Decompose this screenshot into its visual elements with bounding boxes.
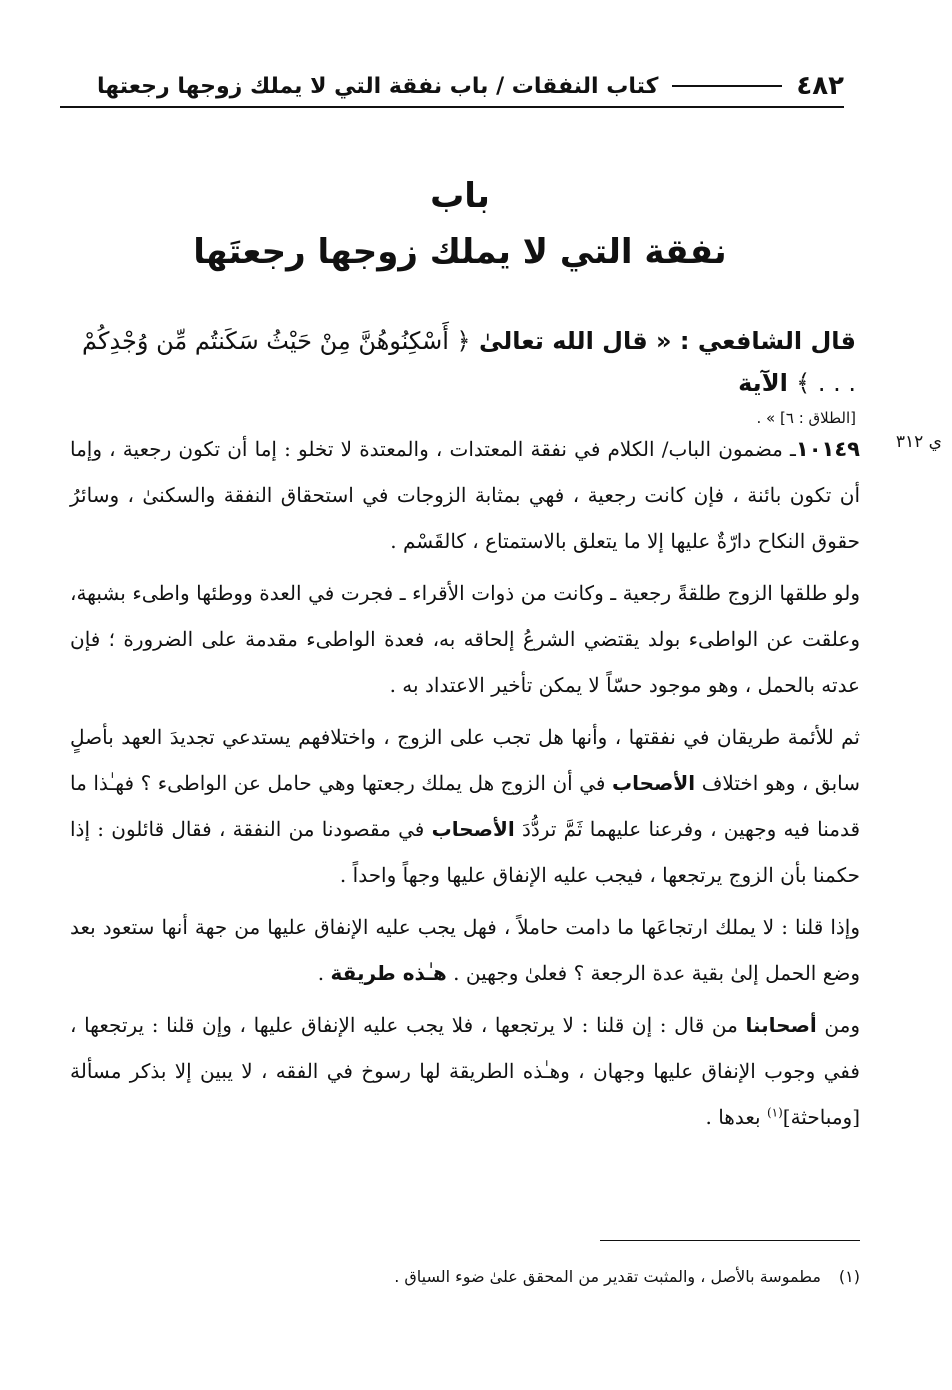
paragraph-3 [70, 714, 860, 898]
bold-term: الأصحاب [612, 771, 696, 795]
verse-reference: [الطلاق : ٦] » . [756, 409, 856, 427]
shafii-quote [70, 320, 856, 432]
paragraph-2 [70, 570, 860, 708]
paragraph-number: ١٠١٤٩ [795, 437, 860, 461]
chapter-heading [60, 168, 860, 280]
quote-intro: قال الشافعي : « قال الله تعالىٰ [478, 327, 856, 355]
paragraph-text: ـ مضمون الباب/ الكلام في نفقة المعتدات ، والمعتدة لا تخلو : إما أن تكون رجعية ، وإما أن تكون بائنة ، فإن كانت رجعية ، فهي بمثابة الزوجات في استحقاق النفقة والسكنىٰ ، وسائرُ حقوق النكاح دارّةٌ عليها إلا ما يتعلق بالاستمتاع ، كالقَسْم . [70, 437, 860, 553]
paragraph-text: ومن [824, 1013, 861, 1037]
paragraph-text: في أن الزوج هل يملك رجعتها وهي حامل عن الواطىء ؟ فهـٰذا ما قدمنا فيه وجهين ، وفرعنا عليهما ثَمَّ تردُّدَ [70, 771, 861, 841]
bold-term: أصحابنا [745, 1013, 817, 1037]
paragraph-text: بعدها . [705, 1105, 761, 1129]
bold-term: الأصحاب [431, 817, 515, 841]
paragraph-text: ثم للأئمة طريقان في نفقتها ، وأنها هل تجب على الزوج ، واختلافهم يستدعي تجديدَ العهد بأصلٍ سابق ، وهو اختلاف [70, 725, 861, 795]
bold-term: هـٰذه طريقة [330, 961, 447, 985]
footnote-text: مطموسة بالأصل ، والمثبت تقدير من المحقق علىٰ ضوء السياق . [394, 1267, 821, 1286]
paragraph-1 [70, 426, 860, 564]
paragraph-4 [70, 904, 860, 996]
chapter-word: باب [430, 176, 490, 216]
footnote [70, 1262, 860, 1292]
manuscript-margin-note: ي ٣١٢ [895, 432, 942, 452]
footnote-rule [600, 1240, 860, 1241]
body-text [70, 426, 860, 1146]
footnote-mark: (١) [838, 1267, 860, 1286]
paragraph-text: في مقصودنا من النفقة ، فقال قائلون : إذا حكمنا بأن الزوج يرتجعها ، فيجب عليه الإنفاق عليها وجهاً واحداً . [70, 817, 860, 887]
header-rule [672, 85, 782, 87]
paragraph-text: وإذا قلنا : لا يملك ارتجاعَها ما دامت حاملاً ، فهل يجب عليه الإنفاق عليها من جهة أنها ستعود بعد وضع الحمل إلىٰ بقية عدة الرجعة ؟ فعلىٰ وجهين . [70, 915, 860, 985]
chapter-title: نفقة التي لا يملك زوجها رجعتَها [193, 232, 727, 272]
paragraph-text: ولو طلقها الزوج طلقةً رجعية ـ وكانت من ذوات الأقراء ـ فجرت في العدة ووطئها واطىء بشبهة، وعلقت عن الواطىء بولد يقتضي الشرعُ إلحاقه به، فعدة الواطىء مقدمة على الضرورة ؛ فإن عدته بالحمل ، وهو موجود حسّاً لا يمكن تأخير الاعتداد به . [70, 581, 860, 697]
footnote-reference: (١) [766, 1105, 783, 1120]
running-title: كتاب النفقات / باب نفقة التي لا يملك زوجها رجعتها [96, 73, 659, 99]
quote-tail: الآية [738, 369, 788, 397]
running-header [60, 66, 844, 108]
page-number: ٤٨٢ [796, 71, 844, 101]
paragraph-5 [70, 1002, 860, 1140]
paragraph-text: من قال : إن قلنا : لا يرتجعها ، فلا يجب عليه الإنفاق عليها ، وإن قلنا : يرتجعها ، ففي وجوب الإنفاق عليها وجهان ، وهـٰذه الطريقة لها رسوخ في الفقه ، لا يبين إلا بذكر مسألة [ومباحثة] [70, 1013, 860, 1129]
quran-verse: ﴿ أَسْكِنُوهُنَّ مِنْ حَيْثُ سَكَنتُم مِّن وُجْدِكُمْ . . . ﴾ [82, 327, 856, 397]
quote-line [70, 320, 856, 404]
paragraph-text: . [317, 961, 325, 985]
